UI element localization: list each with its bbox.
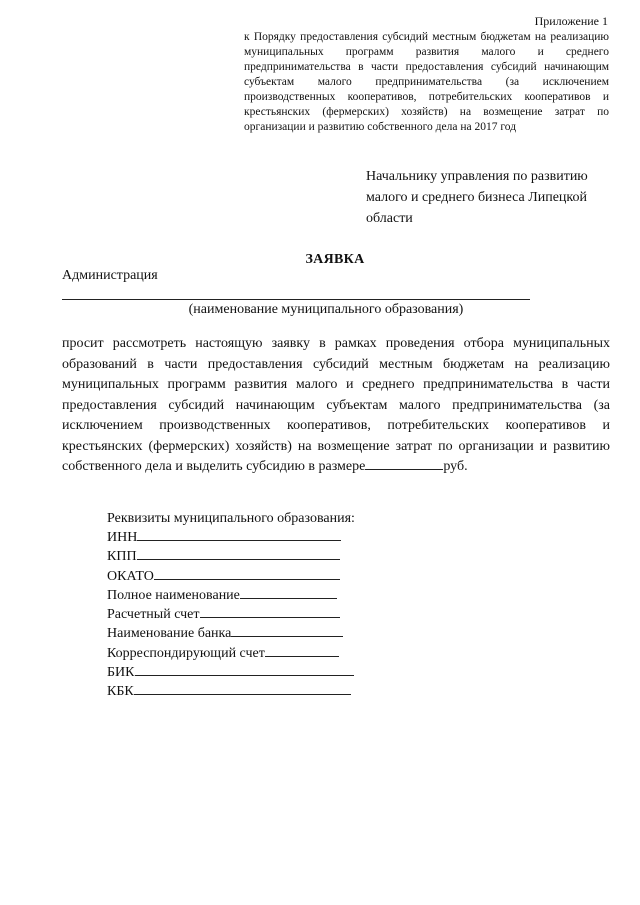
requisite-kbk [107, 682, 367, 701]
requisite-corr-account [107, 644, 367, 663]
requisite-blank [137, 547, 340, 560]
request-paragraph [62, 334, 610, 478]
requisites-heading: Реквизиты муниципального образования: [107, 511, 355, 526]
request-text: просит рассмотреть настоящую заявку в рамках проведения отбора муниципальных образований в части предоставления субсидий местным бюджетам на реализацию муниципальных программ развития малого и среднего предпринимательства в части предоставления субсидий начинающим субъектам малого предпринимательства (за исключением производственных кооперативов, потребительских кооперативов и крестьянских (фермерских) хозяйств) на возмещение затрат по организации и развитию собственного дела и выделить субсидию в размере [62, 336, 610, 474]
requisite-blank [137, 528, 341, 541]
requisite-label: ОКАТО [107, 568, 154, 584]
addressee: Начальнику управления по развитию малого и среднего бизнеса Липецкой области [366, 169, 588, 226]
requisite-blank [134, 682, 351, 695]
requisite-label: БИК [107, 665, 135, 681]
requisite-label: Расчетный счет [107, 607, 200, 623]
requisite-blank [265, 644, 339, 657]
subsidy-amount-blank [365, 457, 443, 470]
requisite-label: ИНН [107, 530, 138, 545]
appendix-text: к Порядку предоставления субсидий местным бюджетам на реализацию муниципальных программ развития малого и среднего предпринимательства в части предоставления субсидий начинающим субъектам малого предпринимательства (за исключением производственных кооперативов, потребительских кооперативов и крестьянских (фермерских) хозяйств) на возмещение затрат по организации и развитию собственного дела на 2017 год [244, 31, 609, 133]
administration-label: Администрация [62, 268, 158, 283]
requisite-label: Корреспондирующий счет [107, 645, 265, 661]
requisites-list [107, 528, 367, 702]
requisite-account [107, 605, 367, 624]
administration-caption: (наименование муниципального образования) [188, 302, 464, 317]
requisite-bank-name [107, 624, 367, 643]
requisite-full-name [107, 586, 367, 605]
document-title: ЗАЯВКА [305, 252, 365, 267]
requisite-label: Полное наименование [107, 587, 240, 603]
requisite-label: Наименование банка [107, 626, 232, 642]
requisite-blank [154, 567, 340, 580]
requisite-okato [107, 567, 367, 586]
requisite-bik [107, 663, 367, 682]
requisite-blank [135, 663, 354, 676]
requisite-label: КБК [107, 684, 134, 700]
requisite-blank [240, 586, 337, 599]
request-unit: руб. [443, 459, 468, 474]
requisite-blank [231, 624, 343, 637]
requisite-label: КПП [107, 549, 137, 565]
requisite-inn [107, 528, 367, 547]
requisite-kpp [107, 547, 367, 566]
appendix-label: Приложение 1 [534, 14, 608, 28]
requisite-blank [200, 605, 340, 618]
